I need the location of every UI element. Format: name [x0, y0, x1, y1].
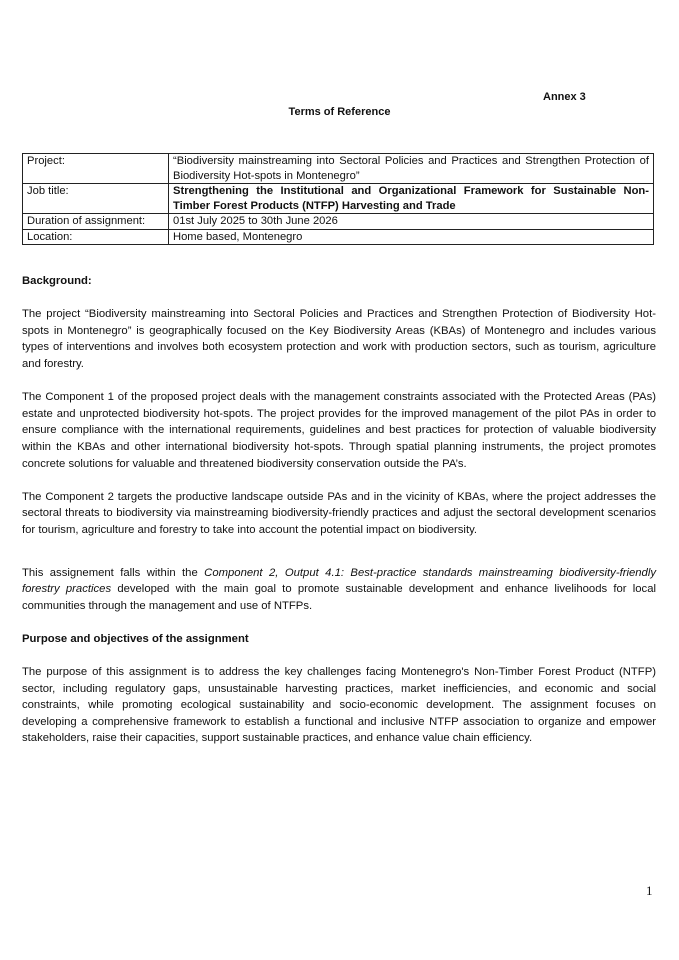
table-label-project: Project: [23, 154, 169, 184]
table-row [23, 184, 654, 214]
annex-label: Annex 3 [543, 91, 586, 103]
table-label-location: Location: [23, 229, 169, 245]
paragraph-4-conclusion: developed with the main goal to promote sustainable development and enhance livelihoods for local communities through the management and use of NTFPs. [22, 583, 656, 612]
purpose-heading: Purpose and objectives of the assignment [22, 632, 249, 645]
background-paragraph-4 [22, 565, 656, 615]
table-value-duration: 01st July 2025 to 30th June 2026 [169, 214, 654, 230]
background-heading: Background: [22, 275, 92, 287]
background-paragraph-3: The Component 2 targets the productive landscape outside PAs and in the vicinity of KBAs, where the project addresses the sectoral threats to biodiversity via mainstreaming biodiversity-friendly practices and adjust the sectoral development scenarios for tourism, agriculture and forestry to take into account the potential impact on biodiversity. [22, 490, 656, 536]
table-row [23, 214, 654, 230]
paragraph-4-intro: This assignement falls within the [22, 566, 205, 579]
table-value-project: “Biodiversity mainstreaming into Sectoral Policies and Practices and Strengthen Protection of Biodiversity Hot-spots in Montenegro” [169, 154, 654, 184]
project-info-table [22, 153, 654, 245]
document-body [22, 273, 656, 764]
document-title: Terms of Reference [288, 106, 391, 118]
paragraph-4-output-reference: Component 2, Output 4.1: Best-practice standards mainstreaming biodiversity-friendly forestry practices [22, 566, 656, 596]
table-label-duration: Duration of assignment: [23, 214, 169, 230]
table-row [23, 229, 654, 245]
table-label-job-title: Job title: [23, 184, 169, 214]
table-row [23, 154, 654, 184]
table-value-location: Home based, Montenegro [169, 229, 654, 245]
table-value-job-title: Strengthening the Institutional and Organizational Framework for Sustainable Non-Timber Forest Products (NTFP) Harvesting and Trade [169, 184, 654, 214]
page-number: 1 [646, 883, 653, 898]
background-paragraph-1: The project “Biodiversity mainstreaming into Sectoral Policies and Practices and Strengthen Protection of Biodiversity Hot-spots in Montenegro” is geographically focused on the Key Biodiversity Areas (KBAs) of Montenegro and includes various types of interventions and involves both ecosystem protection and work with production sectors, such as tourism, agriculture and forestry. [22, 308, 656, 370]
background-paragraph-2: The Component 1 of the proposed project deals with the management constraints associated with the Protected Areas (PAs) estate and unprotected biodiversity hot-spots. The project provides for the improved management of the pilot PAs in order to ensure compliance with the international requirements, guidelines and best practices for protection of valuable biodiversity within the KBAs and other international biodiversity hot-spots. Through spatial planning instruments, the project promotes concrete solutions for valuable and threatened biodiversity conservation outside the PA’s. [22, 391, 656, 470]
purpose-paragraph: The purpose of this assignment is to address the key challenges facing Montenegro's Non-Timber Forest Product (NTFP) sector, including regulatory gaps, unsustainable harvesting practices, market inefficiencies, and economic and social constraints, while promoting ecological sustainability and socio-economic development. The assignment focuses on developing a comprehensive framework to establish a functional and inclusive NTFP association to organize and empower stakeholders, raise their capacities, support sustainable practices, and enhance value chain efficiency. [22, 666, 656, 745]
